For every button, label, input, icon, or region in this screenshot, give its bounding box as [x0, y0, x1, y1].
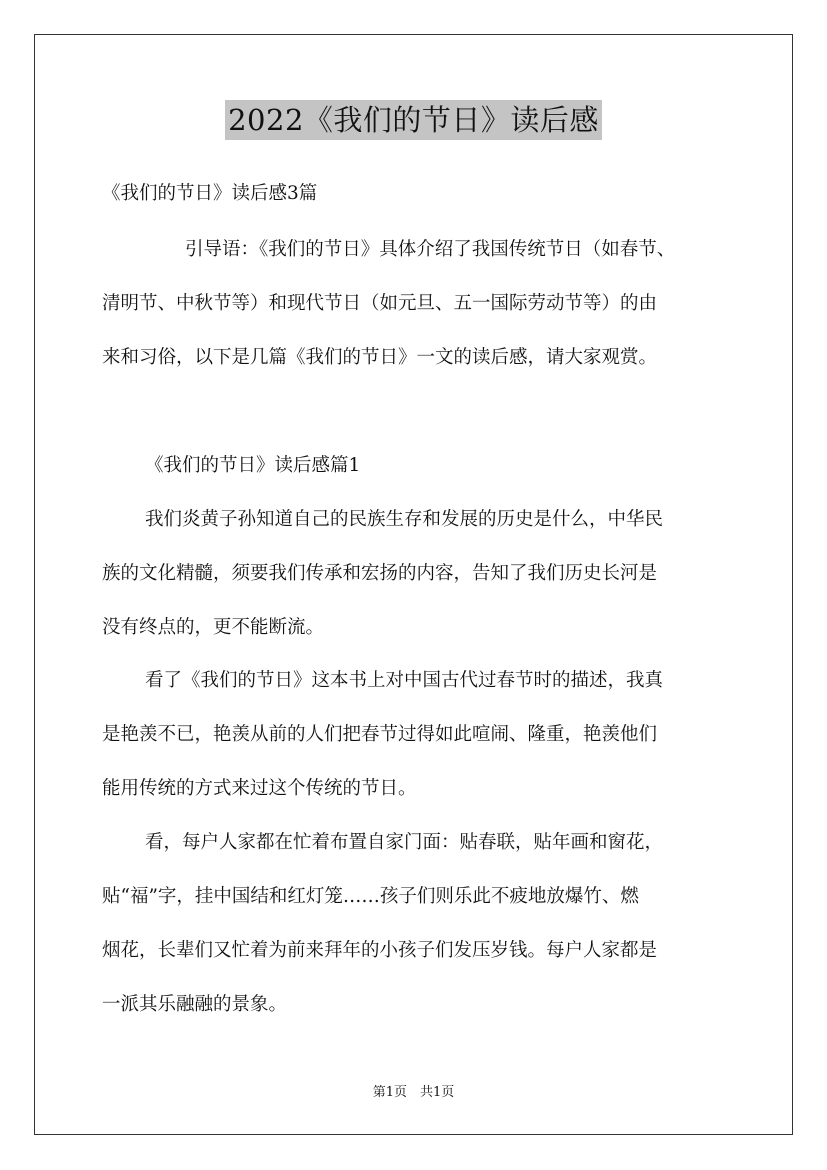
paragraph-line: 一派其乐融融的景象。	[102, 994, 288, 1015]
paragraph-line: 我们炎黄子孙知道自己的民族生存和发展的历史是什么，中华民	[145, 509, 664, 530]
paragraph-line: 看了《我们的节日》这本书上对中国古代过春节时的描述，我真	[145, 670, 664, 691]
paragraph-line: 看，每户人家都在忙着布置自家门面：贴春联，贴年画和窗花，	[145, 832, 664, 853]
title-container	[0, 100, 827, 140]
document-subtitle: 《我们的节日》读后感3篇	[102, 183, 318, 204]
intro-line: 清明节、中秋节等）和现代节日（如元旦、五一国际劳动节等）的由	[102, 293, 658, 314]
page-number: 第1页 共1页	[372, 1085, 455, 1100]
intro-line: 来和习俗，以下是几篇《我们的节日》一文的读后感，请大家观赏。	[102, 347, 658, 368]
paragraph-line: 是艳羡不已，艳羡从前的人们把春节过得如此喧闹、隆重，艳羡他们	[102, 724, 658, 745]
paragraph-line: 能用传统的方式来过这个传统的节日。	[102, 778, 417, 799]
paragraph-line: 族的文化精髓，须要我们传承和宏扬的内容，告知了我们历史长河是	[102, 563, 658, 584]
paragraph-line: 贴“福”字，挂中国结和红灯笼……孩子们则乐此不疲地放爆竹、燃	[102, 886, 639, 907]
document-title: 2022《我们的节日》读后感	[225, 100, 602, 140]
section-heading: 《我们的节日》读后感篇1	[145, 455, 361, 476]
intro-line: 引导语：《我们的节日》具体介绍了我国传统节日（如春节、	[185, 239, 676, 260]
paragraph-line: 烟花，长辈们又忙着为前来拜年的小孩子们发压岁钱。每户人家都是	[102, 940, 658, 961]
paragraph-line: 没有终点的，更不能断流。	[102, 617, 325, 638]
